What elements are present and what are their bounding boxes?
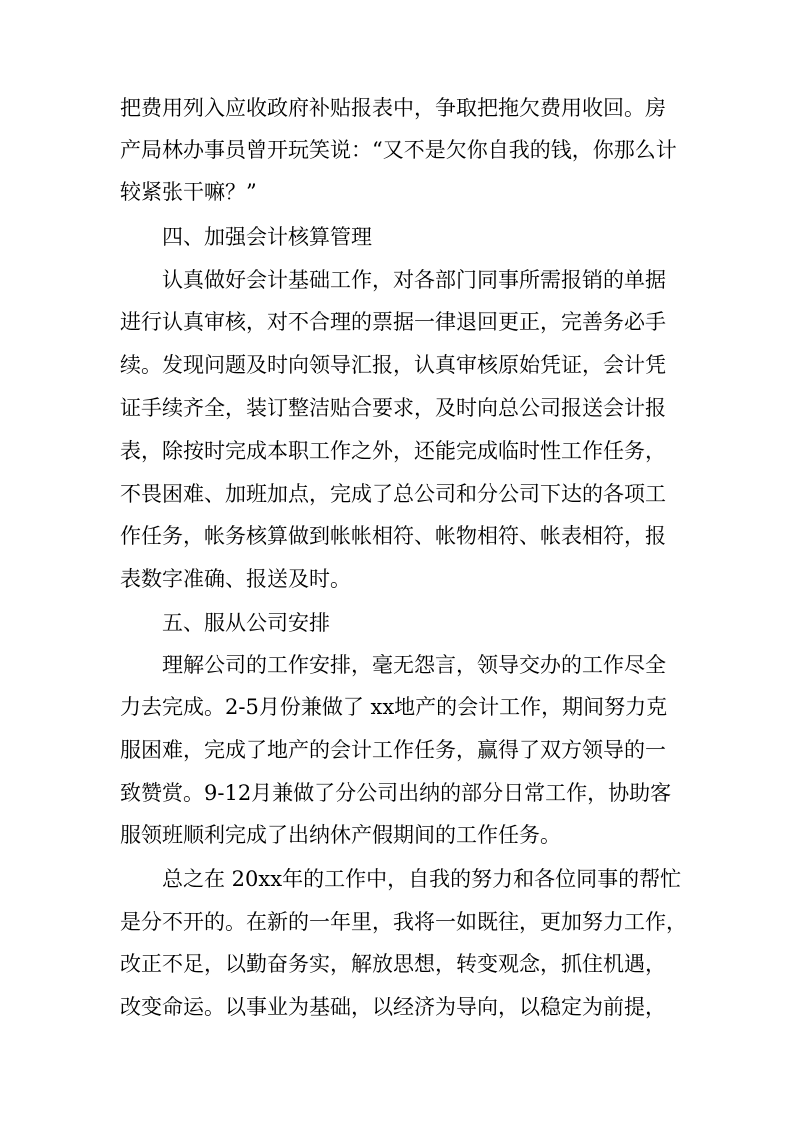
paragraph-line: 证手续齐全，装订整洁贴合要求，及时向总公司报送会计报 [120, 396, 666, 420]
section-heading: 四、加强会计核算管理 [162, 225, 372, 249]
paragraph-line: 致赞赏。9-12月兼做了分公司出纳的部分日常工作，协助客 [120, 781, 672, 805]
paragraph-line: 不畏困难、加班加点，完成了总公司和分公司下达的各项工 [120, 482, 666, 506]
paragraph-line: 续。发现问题及时向领导汇报，认真审核原始凭证，会计凭 [120, 353, 666, 377]
paragraph-line: 认真做好会计基础工作，对各部门同事所需报销的单据 [162, 268, 666, 292]
paragraph-line: 把费用列入应收政府补贴报表中，争取把拖欠费用收回。房 [120, 96, 666, 120]
paragraph-line: 表数字准确、报送及时。 [120, 567, 351, 591]
paragraph-line: 产局林办事员曾开玩笑说：“又不是欠你自我的钱，你那么计 [120, 138, 677, 162]
paragraph-line: 力去完成。2-5月份兼做了 xx地产的会计工作，期间努力克 [120, 695, 668, 719]
paragraph-line: 表，除按时完成本职工作之外，还能完成临时性工作任务， [120, 439, 666, 463]
paragraph-line: 改变命运。以事业为基础，以经济为导向，以稳定为前提， [120, 995, 666, 1019]
paragraph-line: 较紧张干嘛？” [120, 180, 257, 204]
paragraph-line: 总之在 20xx年的工作中，自我的努力和各位同事的帮忙 [162, 867, 682, 891]
paragraph-line: 服困难，完成了地产的会计工作任务，赢得了双方领导的一 [120, 738, 666, 762]
paragraph-line: 理解公司的工作安排，毫无怨言，领导交办的工作尽全 [162, 653, 666, 677]
paragraph-line: 作任务，帐务核算做到帐帐相符、帐物相符、帐表相符，报 [120, 524, 666, 548]
paragraph-line: 是分不开的。在新的一年里，我将一如既往，更加努力工作， [120, 910, 687, 934]
paragraph-line: 服领班顺利完成了出纳休产假期间的工作任务。 [120, 823, 561, 847]
section-heading: 五、服从公司安排 [162, 611, 330, 635]
paragraph-line: 进行认真审核，对不合理的票据一律退回更正，完善务必手 [120, 310, 666, 334]
paragraph-line: 改正不足，以勤奋务实，解放思想，转变观念，抓住机遇， [120, 952, 666, 976]
